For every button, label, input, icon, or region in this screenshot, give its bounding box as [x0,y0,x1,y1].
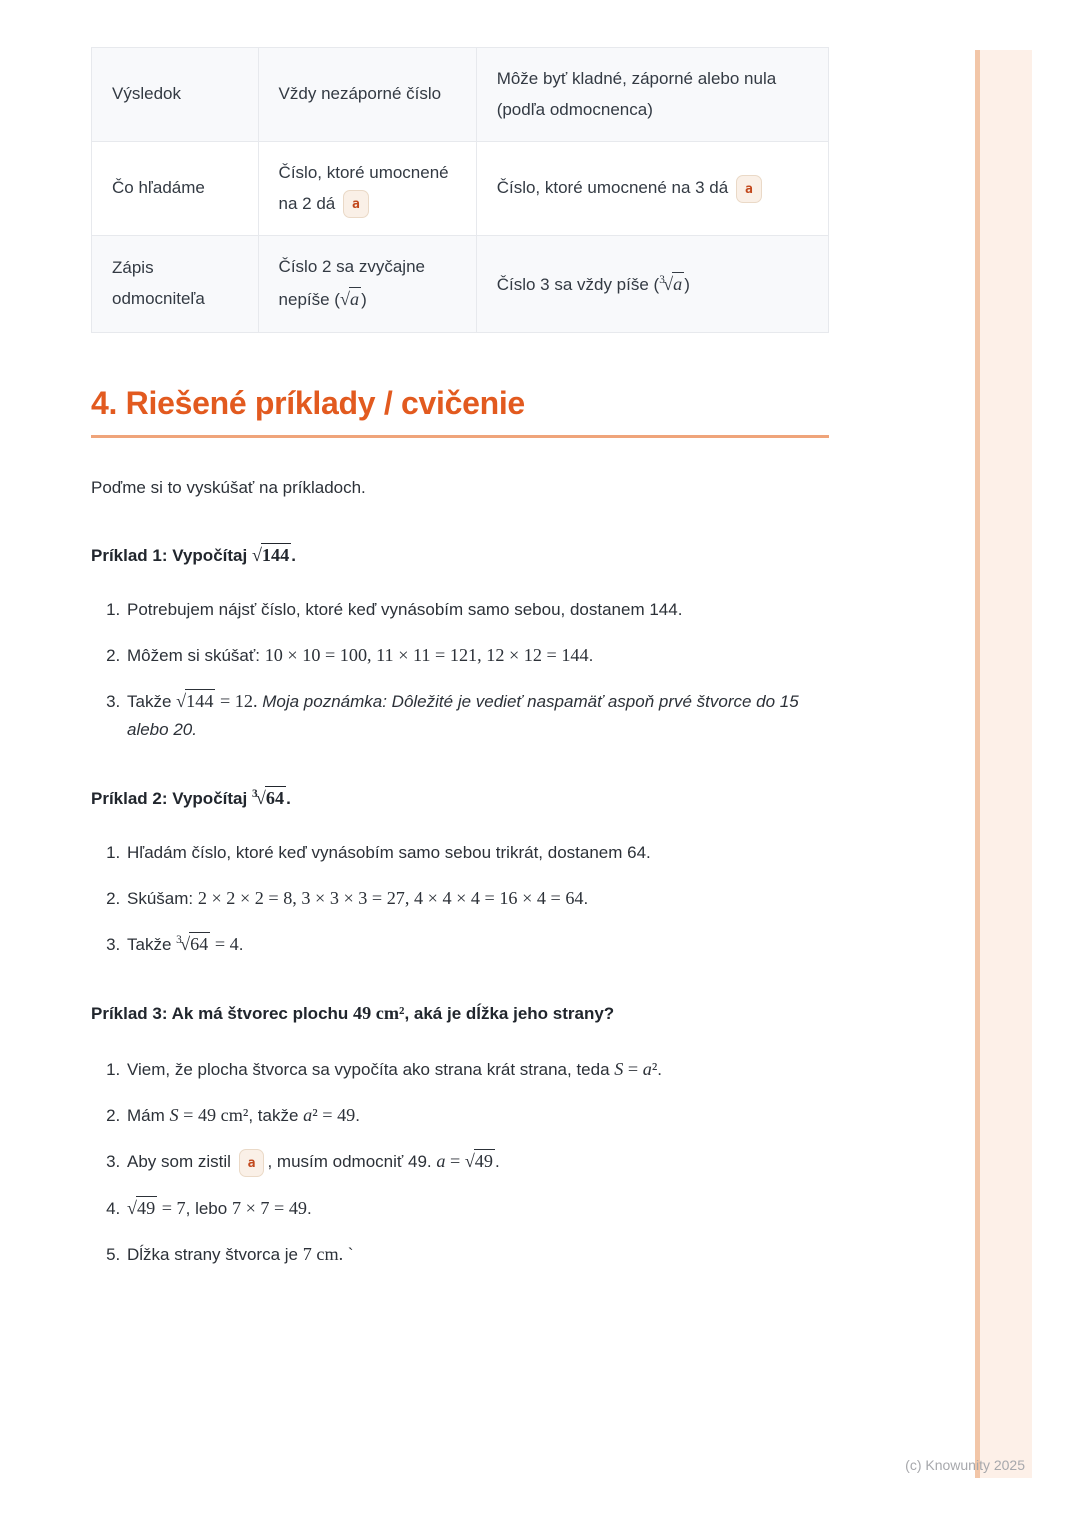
table-cell-cube-root [476,48,828,142]
math-variable-segment: S [169,1105,179,1126]
text-segment: Potrebujem nájsť číslo, ktoré keď vynásobím samo sebou, dostanem 144. [127,599,683,619]
inline-code-badge: a [343,190,369,218]
italic-segment: Moja poznámka: Dôležité je vedieť naspamäť aspoň prvé štvorce do 15 alebo 20. [127,691,799,740]
radicand: 64 [190,934,209,955]
text-segment: . [238,935,244,955]
text-segment: Mám [127,1106,170,1126]
math-segment: = 7 [157,1198,186,1218]
section-heading: 4. Riešené príklady / cvičenie [91,384,525,421]
text-segment: Číslo 3 sa vždy píše ( [496,274,660,294]
text-segment: ) [361,289,367,309]
table-cell-cube-root [476,142,828,236]
table-cell-square-root [258,142,476,236]
list-item [125,1055,829,1084]
row-label: Čo hľadáme [92,142,259,236]
root-index: 3 [251,787,258,800]
bold-segment: Príklad 1: Vypočítaj [91,545,252,565]
text-segment: Takže [127,691,177,711]
radical-sign-icon: √ [180,934,191,955]
list-item [125,930,829,959]
list-item [125,884,829,913]
inline-code-badge: a [736,175,762,203]
math-segment: = 12. [215,690,258,711]
example-1-title [91,541,829,570]
table-cell-square-root [258,48,476,142]
sqrt-expression [252,545,291,565]
bold-segment: . [291,545,296,565]
radicand: a [349,288,360,309]
roots-comparison-table [91,47,829,333]
text-segment: . [583,888,589,908]
root-index: 3 [659,273,665,286]
cube-root-expression [176,934,210,954]
text-segment: , lebo [185,1199,232,1218]
bold-segment: Príklad 3: Ak má štvorec plochu [91,1004,354,1024]
text-segment: . [494,1152,500,1172]
example-2-title [91,784,829,813]
text-segment: Číslo, ktoré umocnené na 3 dá [496,178,733,198]
table-cell-cube-root [476,236,828,332]
example-2-steps [91,839,829,959]
text-segment: , musím odmocniť 49. [267,1152,437,1172]
table-cell-square-root [258,236,476,332]
intro-paragraph: Poďme si to vyskúšať na príkladoch. [91,477,366,497]
radical-sign-icon: √ [127,1198,137,1218]
table-row [92,142,829,236]
text-segment: Môžem si skúšať: [127,645,265,665]
table-row [92,236,829,332]
math-segment: 7 cm. [302,1244,344,1265]
bold-segment: . [286,788,291,808]
math-segment: 49 cm² [353,1003,405,1024]
math-segment: = 49 cm² [178,1105,249,1126]
text-segment: . [657,1059,662,1079]
math-segment: 7 × 7 = 49 [231,1198,308,1218]
text-segment: Môže byť kladné, záporné alebo nula (podľa odmocnenca) [496,69,777,119]
text-segment: ` [343,1245,354,1265]
text-segment: Takže [127,935,177,955]
bold-segment: , aká je dĺžka jeho strany? [404,1004,615,1024]
math-segment: = [623,1058,643,1079]
radicand: 64 [265,787,285,808]
radical-sign-icon: √ [176,690,187,711]
text-segment: Viem, že plocha štvorca sa vypočíta ako strana krát strana, teda [127,1059,615,1079]
math-segment: ² [651,1058,658,1079]
list-item [125,1101,829,1130]
root-index: 3 [176,934,182,947]
text-segment: . [588,645,594,665]
math-segment: 10 × 10 = 100, 11 × 11 = 121, 12 × 12 = 144 [264,644,589,665]
radicand: 49 [136,1198,156,1218]
text-segment: Aby som zistil [127,1152,236,1172]
cube-root-expression [659,274,684,294]
section-divider [91,435,829,438]
page-edge-strip [975,50,1032,1478]
example-3-title [91,999,829,1028]
radical-sign-icon: √ [255,787,266,808]
list-item [125,641,829,670]
math-segment: = 4 [210,934,239,955]
list-item [125,596,829,624]
text-segment: , takže [248,1106,304,1126]
sqrt-expression [176,691,215,711]
math-segment: ² = 49 [312,1105,356,1126]
math-variable-segment: a [303,1105,313,1126]
radical-sign-icon: √ [663,273,674,294]
example-1-steps [91,596,829,744]
radical-sign-icon: √ [464,1151,475,1172]
text-segment: Skúšam: [127,888,198,908]
row-label: Zápis odmocniteľa [92,236,259,332]
text-segment: Číslo 2 sa zvyčajne nepíše ( [278,257,425,309]
math-variable-segment: S [614,1058,624,1079]
text-segment: . [307,1199,312,1218]
radicand: a [673,273,683,294]
list-item [125,1240,829,1269]
text-segment: Vždy nezáporné číslo [278,84,442,104]
row-label: Výsledok [92,48,259,142]
math-segment: = [445,1151,465,1172]
sqrt-expression [340,289,361,309]
copyright-footer: (c) Knowunity 2025 [905,1457,1025,1473]
example-3-steps [91,1055,829,1270]
radicand: 49 [474,1151,493,1172]
radicand: 144 [261,544,290,565]
list-item [125,687,829,744]
list-item [125,1194,829,1223]
math-variable-segment: a [436,1151,446,1172]
text-segment: . [355,1106,360,1126]
radicand: 144 [186,690,214,711]
sqrt-expression [465,1151,495,1171]
cube-root-expression [252,788,286,808]
inline-code-badge: a [239,1149,265,1177]
text-segment: Číslo, ktoré umocnené na 2 dá [278,163,449,213]
radical-sign-icon: √ [251,544,262,565]
list-item [125,839,829,867]
text-segment: Hľadám číslo, ktoré keď vynásobím samo sebou trikrát, dostanem 64. [127,843,651,863]
bold-segment: Príklad 2: Vypočítaj [91,788,252,808]
sqrt-expression [127,1198,157,1218]
math-segment: 2 × 2 × 2 = 8, 3 × 3 × 3 = 27, 4 × 4 × 4 = 16 × 4 = 64 [197,887,584,908]
document-content [91,0,829,1287]
text-segment: Dĺžka strany štvorca je [127,1245,303,1265]
math-variable-segment: a [642,1058,652,1079]
radical-sign-icon: √ [339,288,350,309]
table-row [92,48,829,142]
list-item [125,1147,829,1177]
text-segment: ) [684,274,690,294]
